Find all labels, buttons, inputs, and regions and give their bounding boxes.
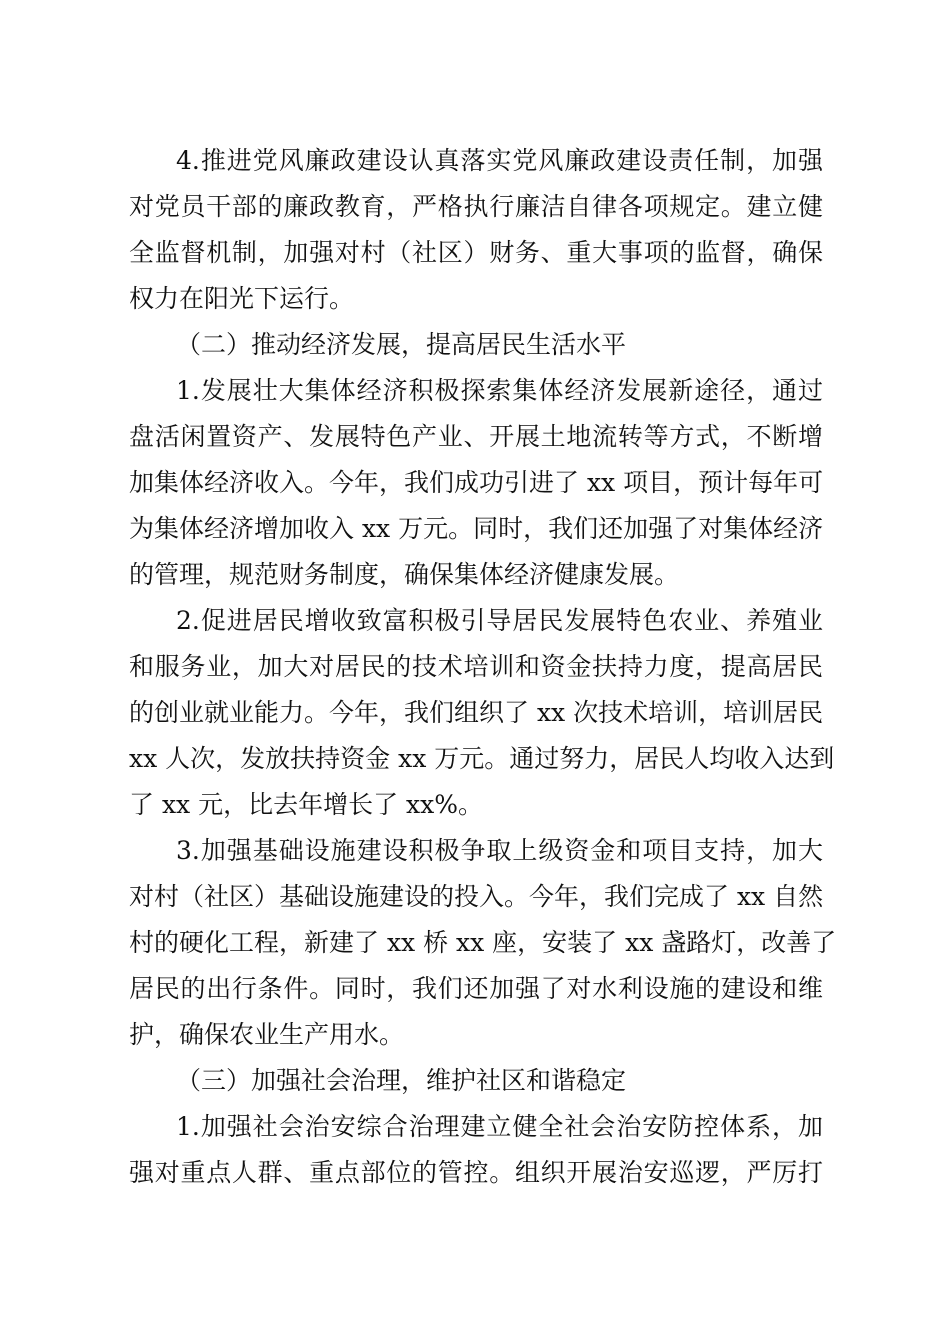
text-line: 权力在阳光下运行。: [129, 284, 355, 313]
section-heading: （三）加强社会治理，维护社区和谐稳定: [176, 1066, 627, 1095]
text-line: 居民的出行条件。同时，我们还加强了对水利设施的建设和维: [129, 974, 823, 1003]
text-line: 对党员干部的廉政教育，严格执行廉洁自律各项规定。建立健: [129, 192, 823, 221]
section-heading: （二）推动经济发展，提高居民生活水平: [176, 330, 627, 359]
text-line: xx 人次，发放扶持资金 xx 万元。通过努力，居民人均收入达到: [129, 744, 835, 773]
text-line: 2.促进居民增收致富积极引导居民发展特色农业、养殖业: [176, 606, 823, 635]
text-line: 和服务业，加大对居民的技术培训和资金扶持力度，提高居民: [129, 652, 823, 681]
text-line: 村的硬化工程，新建了 xx 桥 xx 座，安装了 xx 盏路灯，改善了: [129, 928, 837, 957]
text-line: 护，确保农业生产用水。: [129, 1020, 405, 1049]
text-line: 强对重点人群、重点部位的管控。组织开展治安巡逻，严厉打: [129, 1158, 823, 1187]
text-line: 1.发展壮大集体经济积极探索集体经济发展新途径，通过: [176, 376, 823, 405]
text-line: 1.加强社会治安综合治理建立健全社会治安防控体系，加: [176, 1112, 823, 1141]
text-line: 加集体经济收入。今年，我们成功引进了 xx 项目，预计每年可: [129, 468, 824, 497]
text-line: 对村（社区）基础设施建设的投入。今年，我们完成了 xx 自然: [129, 882, 824, 911]
text-line: 的创业就业能力。今年，我们组织了 xx 次技术培训，培训居民: [129, 698, 824, 727]
text-line: 了 xx 元，比去年增长了 xx%。: [129, 790, 483, 819]
text-line: 盘活闲置资产、发展特色产业、开展土地流转等方式，不断增: [129, 422, 823, 451]
text-line: 3.加强基础设施建设积极争取上级资金和项目支持，加大: [176, 836, 823, 865]
text-line: 全监督机制，加强对村（社区）财务、重大事项的监督，确保: [129, 238, 823, 267]
text-line: 的管理，规范财务制度，确保集体经济健康发展。: [129, 560, 680, 589]
text-line: 4.推进党风廉政建设认真落实党风廉政建设责任制，加强: [176, 146, 823, 175]
text-line: 为集体经济增加收入 xx 万元。同时，我们还加强了对集体经济: [129, 514, 824, 543]
